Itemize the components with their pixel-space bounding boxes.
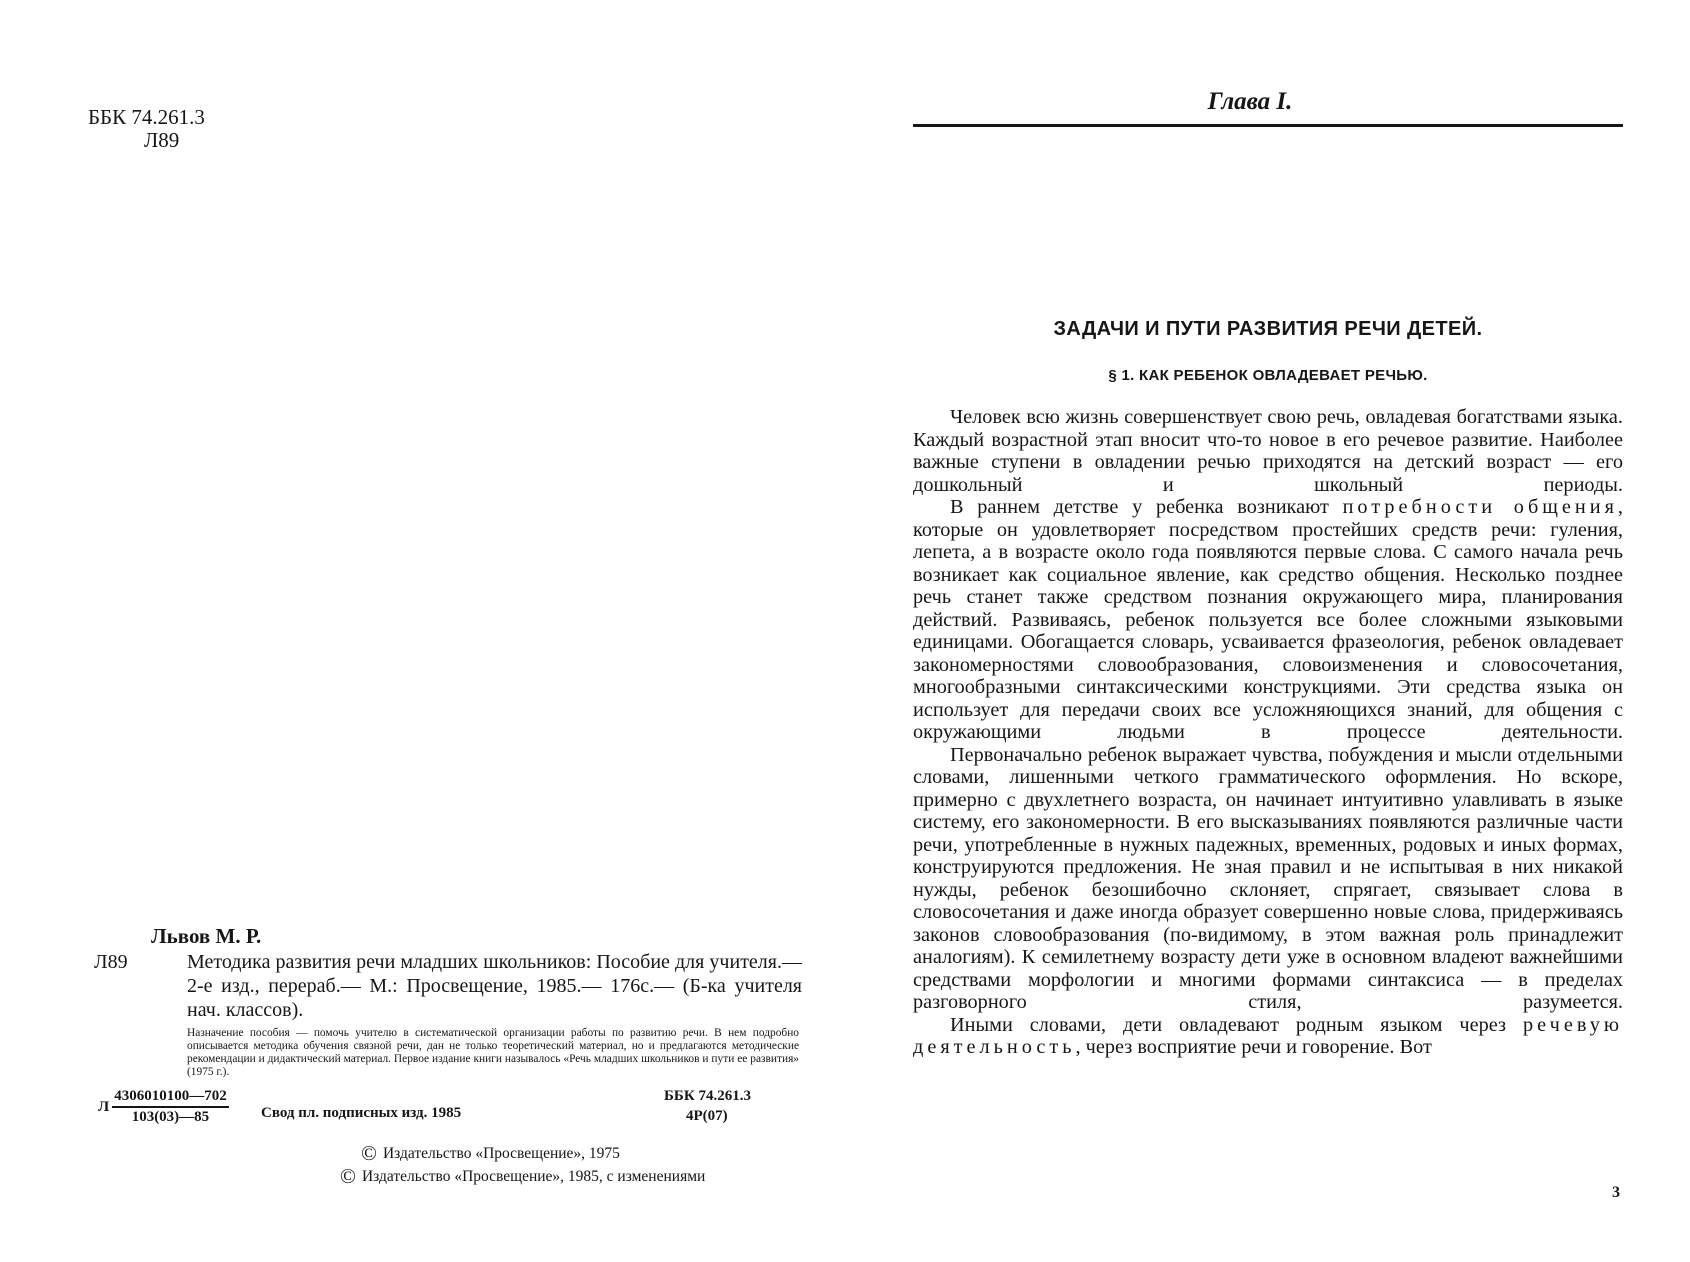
- paragraph-text: , через восприятие речи и говорение. Вот: [1075, 1036, 1432, 1058]
- copyright-block: [340, 1141, 705, 1187]
- copyright-line: [340, 1141, 705, 1164]
- index-letter: Л: [98, 1098, 110, 1115]
- svod-note: Свод пл. подписных изд. 1985: [261, 1105, 462, 1121]
- card-annotation: Назначение пособия — помочь учителю в систематической организации работы по развитию речи. В нем подробно описывается методика обучения связной речи, дан не только теоретический материал, но и предлагаются методические рекомендации и дидактический материал. Первое издание книги называлось «Речь младших школьников и пути ее развития» (1975 г.).: [187, 1027, 799, 1078]
- emphasis-spaced: речевую деятельность: [913, 1013, 1623, 1058]
- catalog-card: [94, 924, 802, 1142]
- chapter-title: Глава I.: [1207, 88, 1293, 115]
- copyright-icon: ©: [340, 1164, 356, 1188]
- card-bbk: [664, 1086, 751, 1126]
- paragraph-title: § 1. КАК РЕБЕНОК ОВЛАДЕВАЕТ РЕЧЬЮ.: [1108, 367, 1428, 384]
- bbk-classification: [88, 106, 205, 152]
- card-bbk-sub: 4Р(07): [686, 1108, 728, 1124]
- body-text: [913, 406, 1623, 1059]
- chapter-divider: [913, 124, 1623, 127]
- card-description-block: [94, 950, 802, 1022]
- paragraph-text: В раннем детстве у ребенка возникают: [950, 496, 1329, 518]
- copyright-text: Издательство «Просвещение», 1985, с изменениями: [361, 1168, 706, 1185]
- paragraph: [913, 1014, 1623, 1059]
- copyright-icon: ©: [361, 1141, 377, 1165]
- copyright-line: [340, 1164, 705, 1187]
- section-title: ЗАДАЧИ И ПУТИ РАЗВИТИЯ РЕЧИ ДЕТЕЙ.: [1053, 318, 1483, 340]
- index-numerator: 4306010100—702: [112, 1088, 229, 1108]
- publication-index: [98, 1088, 229, 1126]
- card-bbk-code: ББК 74.261.3: [664, 1088, 751, 1104]
- paragraph-text: , которые он удовлетворяет посредством простейших средств речи: гуления, лепета, а в возрасте около года появляются первые слова. С самого начала речь возникает как социальное явление, как средство общения. Несколько позднее речь станет также средством познания окружающего мира, планирования действий. Развиваясь, ребенок пользуется все более сложными языковыми единицами. Обогащается словарь, усваивается фразеология, ребенок овладевает закономерностями словообразования, словоизменения и словосочетания, многообразными синтаксическими конструкциями. Эти средства языка он использует для передачи своих все усложняющихся знаний, для общения с окружающими людьми в процессе деятельности.: [913, 496, 1623, 743]
- author-mark: Л89: [144, 128, 180, 152]
- emphasis-spaced: потребности общения: [1342, 496, 1618, 518]
- card-author-mark: Л89: [94, 951, 128, 973]
- paragraph: Человек всю жизнь совершенствует свою речь, овладевая богатствами языка. Каждый возрастной этап вносит что-то новое в его речевое развитие. Наиболее важные ступени в овладении речью приходятся на детский возраст — его дошкольный и школьный периоды.: [913, 406, 1623, 496]
- copyright-text: Издательство «Просвещение», 1975: [382, 1145, 620, 1162]
- page-number: 3: [1612, 1184, 1620, 1201]
- card-description: Методика развития речи младших школьников: Пособие для учителя.— 2-е изд., перераб.— М.: Просвещение, 1985.— 176с.— (Б-ка учителя нач. классов).: [187, 951, 802, 1021]
- card-author: Львов М. Р.: [151, 924, 262, 948]
- paragraph-text: Иными словами, дети овладевают родным языком через: [950, 1013, 1507, 1036]
- index-denominator: 103(03)—85: [131, 1109, 210, 1125]
- bbk-code: ББК 74.261.3: [88, 105, 205, 129]
- paragraph: Первоначально ребенок выражает чувства, побуждения и мысли отдельными словами, лишенными четкого грамматического оформления. Но вскоре, примерно с двухлетнего возраста, он начинает интуитивно улавливать в языке систему, его закономерности. В его высказываниях появляются различные части речи, употребленные в нужных падежных, временных, родовых и иных формах, конструируются предложения. Не зная правил и не испытывая в них никакой нужды, ребенок безошибочно склоняет, спрягает, связывает слова в словосочетания и даже иногда образует совершенно новые слова, придерживаясь законов словообразования (по-видимому, в этом важная роль принадлежит аналогиям). К семилетнему возрасту дети уже в основном владеют важнейшими средствами морфологии и многими формами синтаксиса — в пределах разговорного стиля, разумеется.: [913, 743, 1623, 1013]
- paragraph: [913, 496, 1623, 744]
- index-fraction: [112, 1088, 229, 1126]
- card-index-block: [94, 1086, 802, 1142]
